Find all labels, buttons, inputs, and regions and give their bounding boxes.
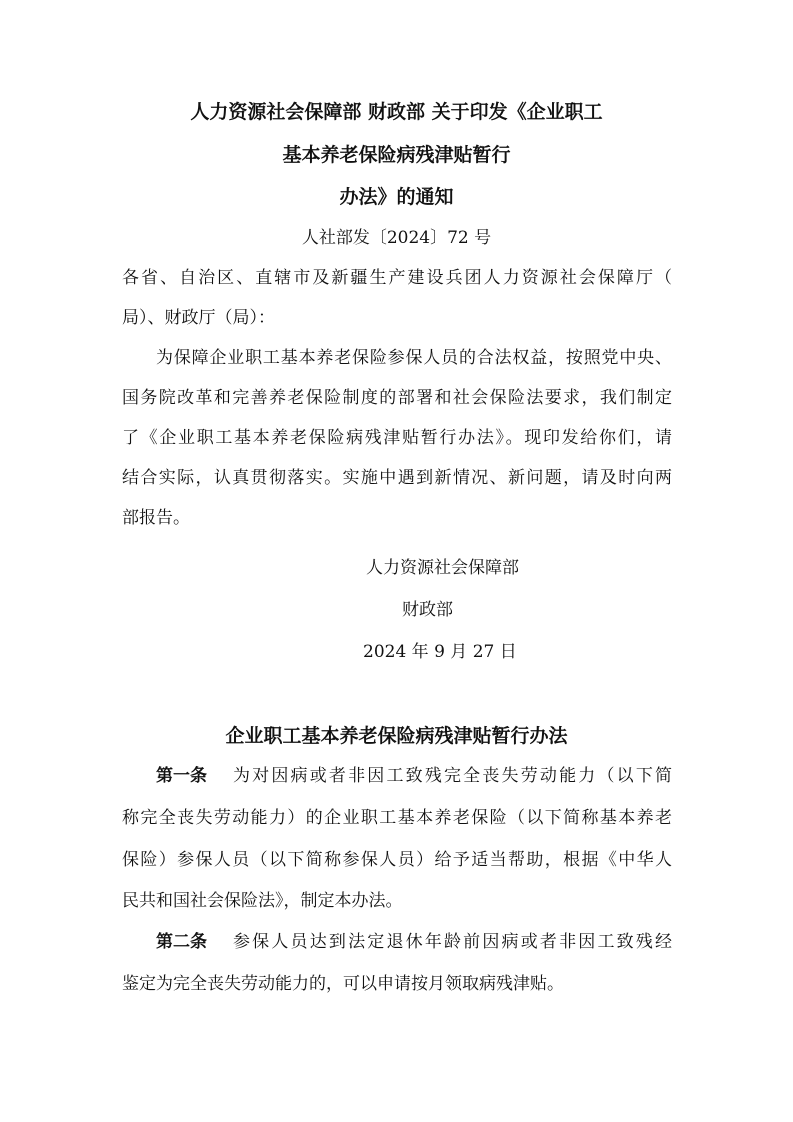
article-1-text: 为对因病或者非因工致残完全丧失劳动能力（以下简 [233,766,672,786]
article-2-line-2: 鉴定为完全丧失劳动能力的，可以申请按月领取病残津贴。 [122,974,564,994]
article-1-line-3: 保险）参保人员（以下简称参保人员）给予适当帮助，根据《中华人 [122,850,672,870]
notice-title-line-3: 办法》的通知 [339,186,454,208]
notice-title-line-1: 人力资源社会保障部 财政部 关于印发《企业职工 [190,101,603,123]
body-line-5: 部报告。 [122,508,190,528]
addressee-line-1: 各省、自治区、直辖市及新疆生产建设兵团人力资源社会保障厅（ [122,268,672,288]
body-line-2: 国务院改革和完善养老保险制度的部署和社会保险法要求，我们制定 [122,388,672,408]
body-line-4: 结合实际，认真贯彻落实。实施中遇到新情况、新问题，请及时向两 [122,468,672,488]
article-2-first-line [156,930,672,954]
article-1-first-line [156,764,672,788]
measures-title: 企业职工基本养老保险病残津贴暂行办法 [225,725,568,747]
signature-finance: 财政部 [402,600,453,620]
notice-title-line-2: 基本养老保险病残津贴暂行 [282,144,511,166]
article-1-line-4: 民共和国社会保险法》，制定本办法。 [122,891,403,911]
article-1-line-2: 称完全丧失劳动能力）的企业职工基本养老保险（以下简称基本养老 [122,808,672,828]
addressee-line-2: 局）、财政厅（局）： [122,308,275,328]
article-1-label: 第一条 [156,766,207,786]
body-line-1: 为保障企业职工基本养老保险参保人员的合法权益，按照党中央、 [156,348,672,368]
signature-ministry: 人力资源社会保障部 [366,558,519,578]
issue-date: 2024 年 9 月 27 日 [363,642,517,662]
document-number: 人社部发〔2024〕72 号 [301,228,492,248]
article-2-label: 第二条 [156,932,207,952]
body-line-3: 了《企业职工基本养老保险病残津贴暂行办法》。现印发给你们，请 [122,428,672,448]
article-2-text: 参保人员达到法定退休年龄前因病或者非因工致残经 [233,932,672,952]
